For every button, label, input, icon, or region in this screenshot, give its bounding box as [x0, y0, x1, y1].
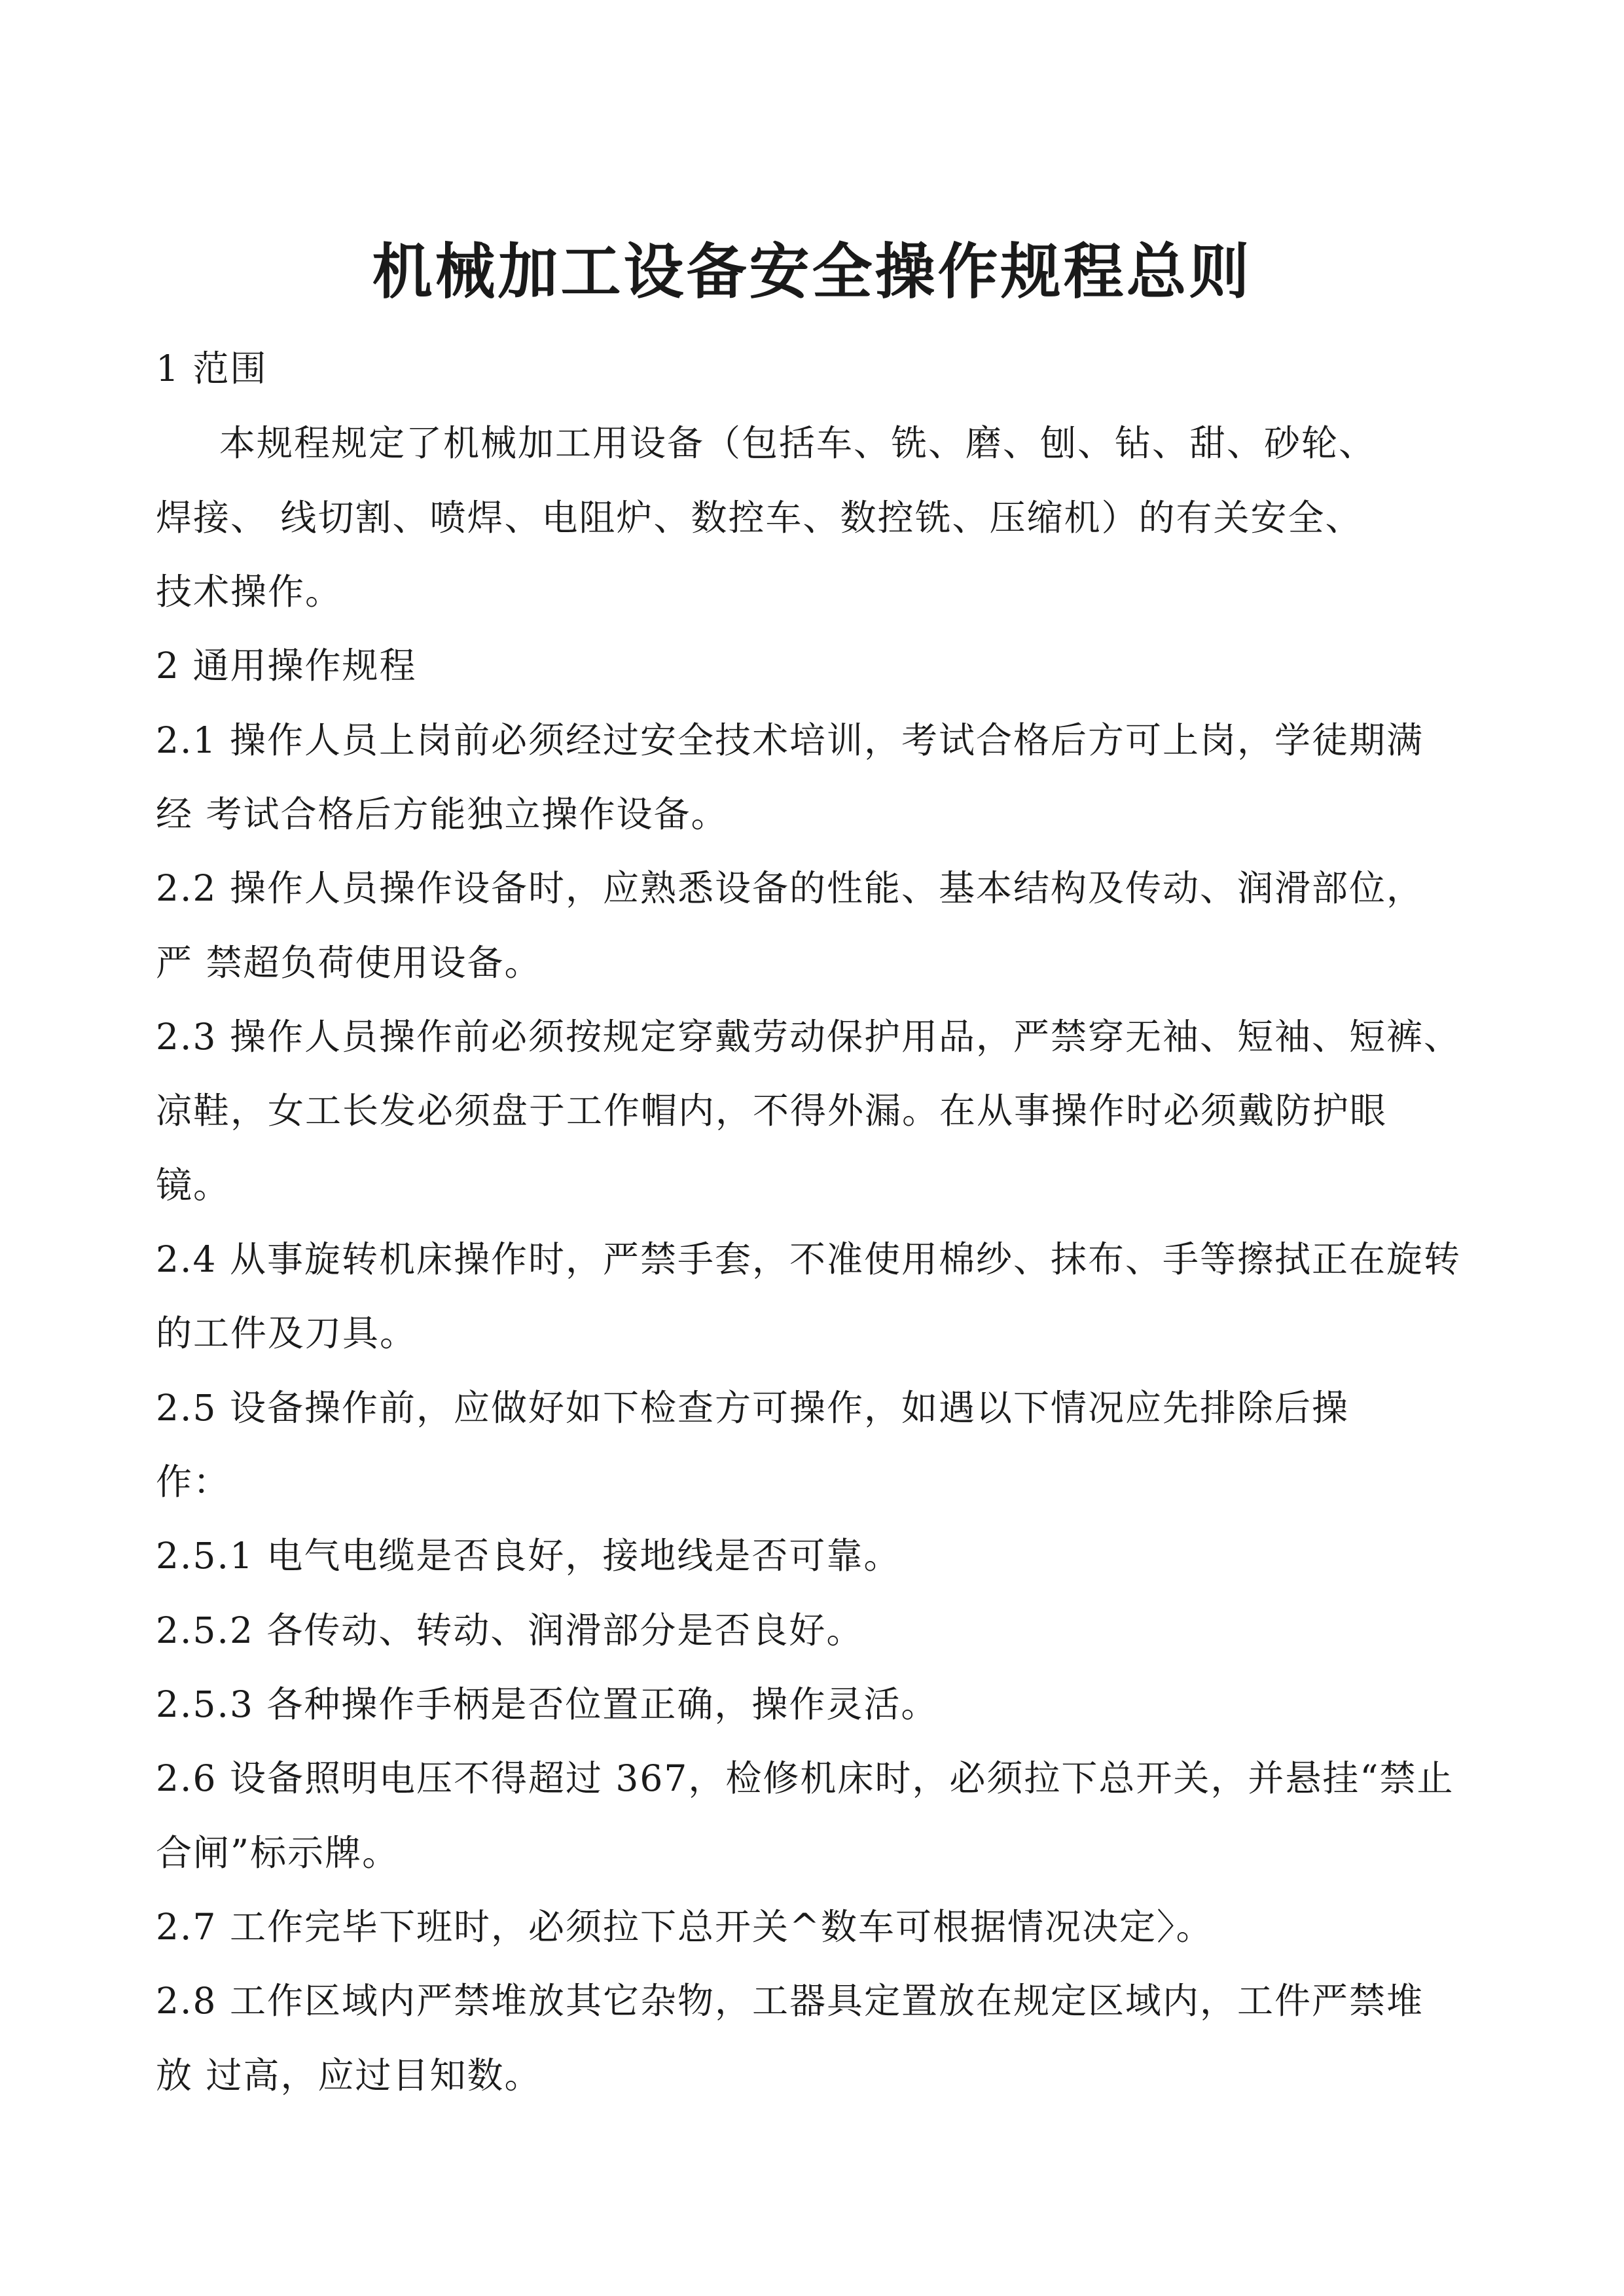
section-heading-scope: 1 范围	[156, 348, 268, 389]
paragraph-line: 2.2 操作人员操作设备时，应熟悉设备的性能、基本结构及传动、润滑部位，	[156, 867, 1424, 909]
paragraph-line: 合闸”标示牌。	[156, 1832, 400, 1874]
paragraph-line: 镜。	[156, 1164, 231, 1206]
paragraph-line: 2.4 从事旋转机床操作时，严禁手套，不准使用棉纱、抹布、手等擦拭正在旋转	[156, 1238, 1461, 1280]
paragraph-line: 焊接、 线切割、喷焊、电阻炉、数控车、数控铣、压缩机）的有关安全、	[156, 497, 1363, 539]
paragraph-line: 技术操作。	[156, 571, 343, 613]
paragraph-line: 经 考试合格后方能独立操作设备。	[156, 793, 729, 835]
paragraph-line: 的工件及刀具。	[156, 1312, 418, 1354]
paragraph-line: 2.1 操作人员上岗前必须经过安全技术培训，考试合格后方可上岗，学徒期满	[156, 719, 1424, 761]
paragraph-line: 作：	[156, 1461, 231, 1503]
document-title: 机械加工设备安全操作规程总则	[372, 236, 1252, 307]
paragraph-line: 放 过高，应过目知数。	[156, 2054, 542, 2096]
paragraph-line: 2.8 工作区域内严禁堆放其它杂物，工器具定置放在规定区域内，工件严禁堆	[156, 1980, 1424, 2022]
paragraph-line: 本规程规定了机械加工用设备（包括车、铣、磨、刨、钻、甜、砂轮、	[219, 422, 1377, 464]
paragraph-line: 2.5.1 电气电缆是否良好，接地线是否可靠。	[156, 1535, 901, 1577]
paragraph-line: 2.5.3 各种操作手柄是否位置正确，操作灵活。	[156, 1683, 939, 1725]
paragraph-line: 2.3 操作人员操作前必须按规定穿戴劳动保护用品，严禁穿无袖、短袖、短裤、	[156, 1016, 1461, 1058]
paragraph-line: 凉鞋，女工长发必须盘于工作帽内，不得外漏。在从事操作时必须戴防护眼	[156, 1090, 1388, 1132]
paragraph-line: 2.7 工作完毕下班时，必须拉下总开关^数车可根据情况决定〉。	[156, 1906, 1214, 1948]
paragraph-line: 2.5 设备操作前，应做好如下检查方可操作，如遇以下情况应先排除后操	[156, 1387, 1349, 1429]
paragraph-line: 2.5.2 各传动、转动、润滑部分是否良好。	[156, 1609, 864, 1651]
paragraph-line: 严 禁超负荷使用设备。	[156, 942, 542, 984]
section-heading-general: 2 通用操作规程	[156, 645, 417, 687]
paragraph-line: 2.6 设备照明电压不得超过 367，检修机床时，必须拉下总开关，并悬挂“禁止	[156, 1757, 1454, 1799]
